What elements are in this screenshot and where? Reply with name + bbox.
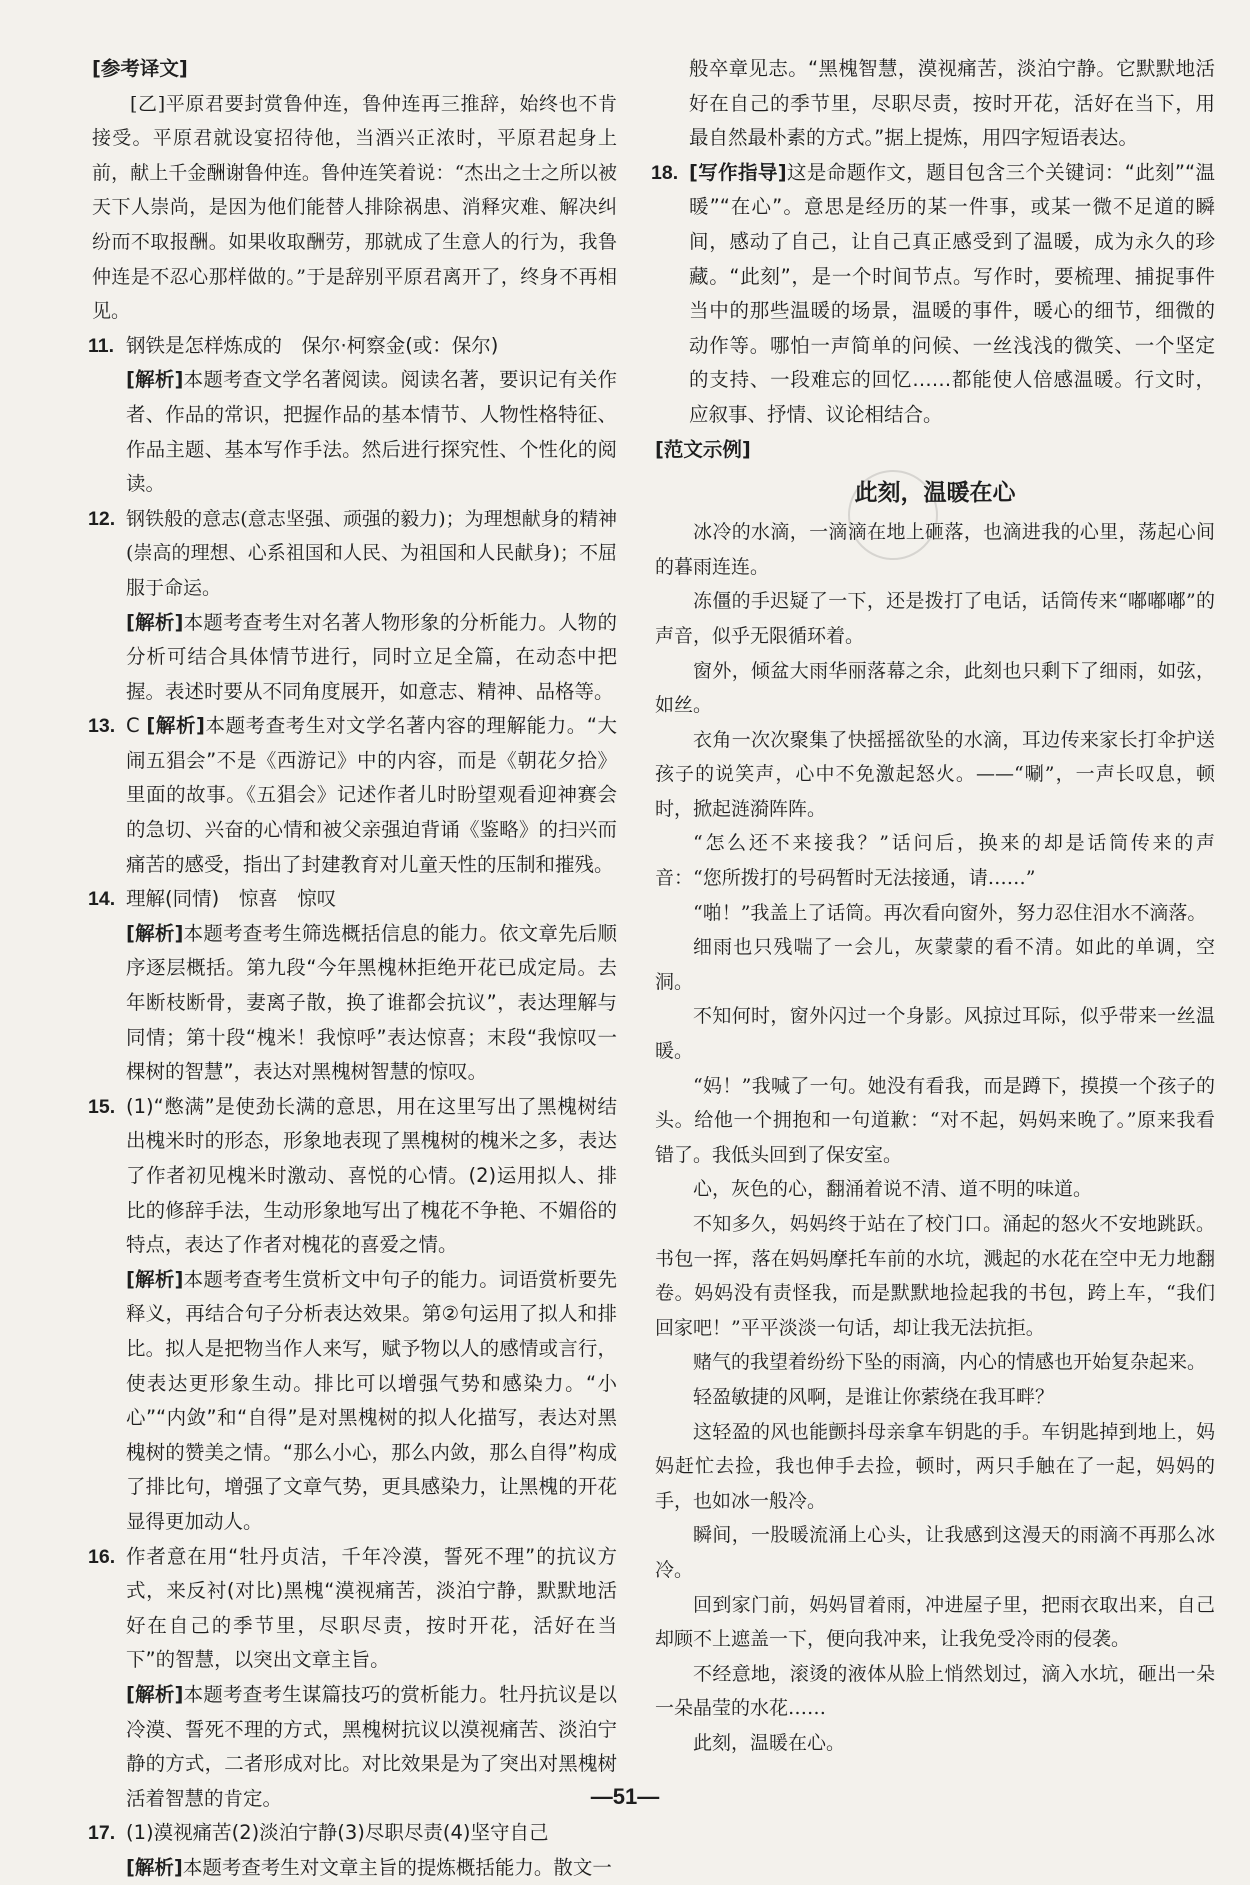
essay-paragraph: 此刻，温暖在心。 — [693, 1731, 846, 1754]
answer-17 — [88, 1816, 617, 1885]
answer-11 — [88, 329, 617, 502]
essay-paragraph: 回到家门前，妈妈冒着雨，冲进屋子里，把雨衣取出来，自己却顾不上遮盖一下，便向我冲来，让我免受冷雨的侵袭。 — [655, 1593, 1215, 1651]
answer-text: 理解(同情) 惊喜 惊叹 — [126, 887, 337, 911]
essay-paragraph: “怎么还不来接我？”话问后，换来的却是话筒传来的声音：“您所拨打的号码暂时无法接通，请……” — [655, 832, 1215, 890]
analysis-label: [解析] — [126, 368, 184, 392]
essay-paragraph: 冻僵的手迟疑了一下，还是拨打了电话，话筒传来“嘟嘟嘟”的声音，似乎无限循环着。 — [655, 590, 1215, 647]
reference-translation: [乙]平原君要封赏鲁仲连，鲁仲连再三推辞，始终也不肯接受。平原君就设宴招待他，当酒兴正浓时，平原君起身上前，献上千金酬谢鲁仲连。鲁仲连笑着说：“杰出之士之所以被天下人崇尚，是因为他们能替人排除祸患、消释灾难、解决纠纷而不取报酬。如果收取酬劳，那就成了生意人的行为，我鲁仲连是不忍心那样做的。”于是辞别平原君离开了，终身不再相见。 — [92, 92, 617, 323]
answer-14 — [88, 882, 617, 1090]
question-number: 11. — [88, 334, 115, 357]
question-number: 18. — [651, 161, 679, 184]
essay-paragraph: 衣角一次次聚集了快摇摇欲坠的水滴，耳边传来家长打伞护送孩子的说笑声，心中不免激起怒火。——“唰”，一声长叹息，顿时，掀起涟漪阵阵。 — [655, 728, 1215, 820]
question-number: 15. — [88, 1095, 116, 1118]
answer-15 — [88, 1090, 617, 1540]
essay-paragraph: 冰冷的水滴，一滴滴在地上砸落，也滴进我的心里，荡起心间的暮雨连连。 — [655, 521, 1215, 578]
analysis-label: [解析] — [126, 1267, 184, 1291]
analysis-text: 本题考查考生对文学名著内容的理解能力。“大闹五猖会”不是《西游记》中的内容，而是《朝花夕拾》里面的故事。《五猖会》记述作者儿时盼望观看迎神赛会的急切、兴奋的心情和被父亲强迫背诵《鉴略》的扫兴而痛苦的感受，指出了封建教育对儿童天性的压制和摧残。 — [126, 714, 618, 876]
reference-translation-heading: [参考译文] — [92, 57, 188, 80]
analysis-text: 本题考查考生对文章主旨的提炼概括能力。散文一 — [182, 1855, 612, 1879]
answer-13 — [88, 709, 618, 882]
essay-paragraph: 赌气的我望着纷纷下坠的雨滴，内心的情感也开始复杂起来。 — [693, 1351, 1207, 1374]
answer-text: 钢铁般的意志(意志坚强、顽强的毅力)；为理想献身的精神(崇高的理想、心系祖国和人民、为祖国和人民献身)；不屈服于命运。 — [126, 507, 617, 599]
essay-paragraph: “妈！”我喊了一句。她没有看我，而是蹲下，摸摸一个孩子的头。给他一个拥抱和一句道歉：“对不起，妈妈来晚了。”原来我看错了。我低头回到了保安室。 — [655, 1074, 1215, 1166]
answer-text: 作者意在用“牡丹贞洁，千年冷漠，誓死不理”的抗议方式，来反衬(对比)黑槐“漠视痛苦，淡泊宁静，默默地活好在自己的季节里，尽职尽责，按时开花，活好在当下”的智慧，以突出文章主旨。 — [126, 1544, 617, 1672]
answer-text: (1)“憋满”是使劲长满的意思，用在这里写出了黑槐树结出槐米时的形态，形象地表现了黑槐树的槐米之多，表达了作者初见槐米时激动、喜悦的心情。(2)运用拟人、排比的修辞手法，生动形象地写出了槐花不争艳、不媚俗的特点，表达了作者对槐花的喜爱之情。 — [126, 1094, 617, 1257]
sample-essay — [655, 515, 1215, 1760]
page-number: —51— — [590, 1784, 660, 1809]
question-number: 14. — [88, 888, 116, 911]
essay-paragraph: 不知何时，窗外闪过一个身影。风掠过耳际，似乎带来一丝温暖。 — [655, 1005, 1215, 1063]
question-number: 13. — [88, 715, 116, 738]
right-column — [651, 52, 1215, 1761]
analysis-label: [解析] — [126, 1682, 184, 1706]
answer-12 — [88, 502, 617, 710]
answer-choice: C — [126, 714, 140, 738]
answer-text: 钢铁是怎样炼成的 保尔·柯察金(或：保尔) — [126, 333, 499, 357]
analysis-label: [解析] — [126, 610, 184, 634]
question-number: 12. — [88, 507, 116, 530]
question-number: 17. — [88, 1822, 116, 1845]
analysis-text: 本题考查考生谋篇技巧的赏析能力。牡丹抗议是以冷漠、誓死不理的方式，黑槐树抗议以漠视痛苦、淡泊宁静的方式，二者形成对比。对比效果是为了突出对黑槐树活着智慧的肯定。 — [126, 1682, 617, 1810]
stamp-seal — [848, 470, 938, 560]
answer-16 — [88, 1540, 617, 1817]
essay-paragraph: 不经意地，滚烫的液体从脸上悄然划过，滴入水坑，砸出一朵一朵晶莹的水花…… — [655, 1662, 1215, 1720]
question-number: 16. — [88, 1545, 116, 1568]
answer-17-continued: 般卒章见志。“黑槐智慧，漠视痛苦，淡泊宁静。它默默地活好在自己的季节里，尽职尽责，按时开花，活好在当下，用最自然最朴素的方式。”据上提炼，用四字短语表达。 — [689, 57, 1215, 150]
analysis-text: 本题考查考生筛选概括信息的能力。依文章先后顺序逐层概括。第九段“今年黑槐林拒绝开花已成定局。去年断枝断骨，妻离子散，换了谁都会抗议”，表达理解与同情；第十段“槐米！我惊呼”表达惊喜；末段“我惊叹一棵树的智慧”，表达对黑槐树智慧的惊叹。 — [126, 921, 617, 1084]
answer-18 — [651, 156, 1215, 433]
sample-essay-label: [范文示例] — [655, 437, 751, 461]
left-column — [88, 52, 618, 1885]
analysis-label: [解析] — [126, 1855, 183, 1879]
essay-paragraph: 不知多久，妈妈终于站在了校门口。涌起的怒火不安地跳跃。书包一挥，落在妈妈摩托车前的水坑，溅起的水花在空中无力地翻卷。妈妈没有责怪我，而是默默地捡起我的书包，跨上车，“我们回家吧！”平平淡淡一句话，却让我无法抗拒。 — [655, 1213, 1215, 1339]
essay-paragraph: “啪！”我盖上了话筒。再次看向窗外，努力忍住泪水不滴落。 — [693, 901, 1207, 924]
essay-paragraph: 窗外，倾盆大雨华丽落幕之余，此刻也只剩下了细雨，如弦，如丝。 — [655, 659, 1215, 717]
writing-guide-text: 这是命题作文，题目包含三个关键词：“此刻”“温暖”“在心”。意思是经历的某一件事，或某一微不足道的瞬间，感动了自己，让自己真正感受到了温暖，成为永久的珍藏。“此刻”，是一个时间节点。写作时，要梳理、捕捉事件当中的那些温暖的场景，温暖的事件，暖心的细节，细微的动作等。哪怕一声简单的问候、一丝浅浅的微笑、一个坚定的支持、一段难忘的回忆……都能使人倍感温暖。行文时，应叙事、抒情、议论相结合。 — [689, 160, 1215, 426]
analysis-text: 本题考查考生对名著人物形象的分析能力。人物的分析可结合具体情节进行，同时立足全篇，在动态中把握。表述时要从不同角度展开，如意志、精神、品格等。 — [126, 610, 617, 703]
essay-paragraph: 瞬间，一股暖流涌上心头，让我感到这漫天的雨滴不再那么冰冷。 — [655, 1524, 1215, 1581]
analysis-text: 本题考查考生赏析文中句子的能力。词语赏析要先释义，再结合句子分析表达效果。第②句运用了拟人和排比。拟人是把物当作人来写，赋予物以人的感情或言行，使表达更形象生动。排比可以增强气势和感染力。“小心”“内敛”和“自得”是对黑槐树的拟人化描写，表达对黑槐树的赞美之情。“那么小心，那么内敛，那么自得”构成了排比句，增强了文章气势，更具感染力，让黑槐的开花显得更加动人。 — [126, 1267, 617, 1533]
writing-guide-label: [写作指导] — [689, 160, 787, 184]
answer-text: (1)漠视痛苦(2)淡泊宁静(3)尽职尽责(4)坚守自己 — [126, 1821, 549, 1845]
essay-paragraph: 细雨也只残喘了一会儿，灰蒙蒙的看不清。如此的单调，空洞。 — [655, 936, 1215, 993]
essay-paragraph: 这轻盈的风也能颤抖母亲拿车钥匙的手。车钥匙掉到地上，妈妈赶忙去捡，我也伸手去捡，顿时，两只手触在了一起，妈妈的手，也如冰一般冷。 — [655, 1420, 1215, 1512]
analysis-label: [解析] — [126, 921, 184, 945]
analysis-label: [解析] — [146, 714, 205, 738]
essay-title: 此刻，温暖在心 — [854, 479, 1016, 507]
essay-paragraph: 心，灰色的心，翻涌着说不清、道不明的味道。 — [693, 1178, 1093, 1201]
essay-paragraph: 轻盈敏捷的风啊，是谁让你萦绕在我耳畔？ — [693, 1385, 1055, 1408]
analysis-text: 本题考查文学名著阅读。阅读名著，要识记有关作者、作品的常识，把握作品的基本情节、人物性格特征、作品主题、基本写作手法。然后进行探究性、个性化的阅读。 — [126, 368, 617, 496]
